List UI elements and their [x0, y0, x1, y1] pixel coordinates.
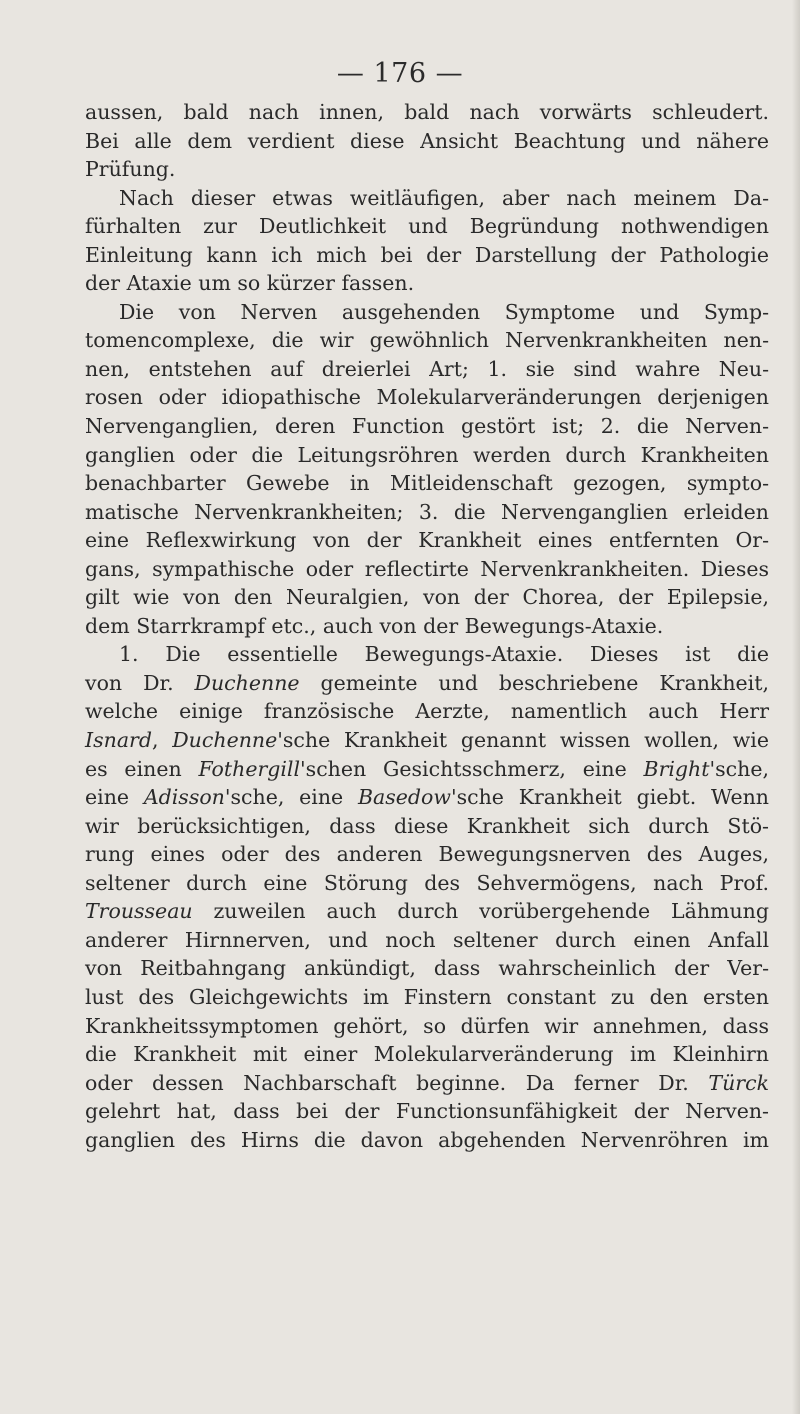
person-name: Duchenne: [172, 728, 278, 753]
person-name: Bright: [643, 756, 710, 781]
person-name: Adisson: [143, 785, 225, 810]
text-segment: 'schen Gesichtsschmerz, eine: [300, 756, 644, 781]
text-line: [85, 1040, 769, 1069]
text-line: [85, 869, 769, 898]
text-line: [85, 241, 769, 270]
person-name: Fothergill: [198, 756, 301, 781]
text-line: [85, 1126, 769, 1155]
text-segment: 1. Die essentielle Bewegungs-Ataxie. Dieses ist die: [119, 642, 769, 667]
text-segment: 'sche Krankheit giebt. Wenn: [450, 785, 769, 810]
text-segment: 'sche Krankheit genannt wissen wollen, wie: [277, 728, 769, 753]
text-segment: eine: [85, 785, 144, 810]
text-line: [85, 298, 769, 327]
person-name: Trousseau: [85, 899, 193, 924]
person-name: Isnard: [85, 728, 152, 753]
text-segment: gilt wie von den Neuralgien, von der Chorea, der Epilepsie,: [85, 585, 769, 610]
text-line: [85, 326, 769, 355]
person-name: Basedow: [357, 785, 451, 810]
text-line: [85, 954, 769, 983]
person-name: Duchenne: [194, 670, 300, 695]
text-segment: Die von Nerven ausgehenden Symptome und Symp-: [119, 299, 769, 324]
text-segment: ,: [151, 728, 173, 753]
text-line: [85, 755, 769, 784]
text-segment: Krankheitssymptomen gehört, so dürfen wir annehmen, dass: [85, 1013, 769, 1038]
text-segment: tomencomplexe, die wir gewöhnlich Nervenkrankheiten nen-: [85, 328, 769, 353]
text-segment: von Dr.: [85, 670, 195, 695]
text-segment: nen, entstehen auf dreierlei Art; 1. sie sind wahre Neu-: [85, 356, 769, 381]
text-line: [85, 840, 769, 869]
text-segment: zuweilen auch durch vorübergehende Lähmung: [192, 899, 769, 924]
text-segment: Nach dieser etwas weitläufigen, aber nach meinem Da-: [119, 185, 769, 210]
text-segment: eine Reflexwirkung von der Krankheit eines entfernten Or-: [85, 528, 769, 553]
text-line: [85, 526, 769, 555]
text-segment: gemeinte und beschriebene Krankheit,: [299, 670, 769, 695]
text-segment: der Ataxie um so kürzer fassen.: [85, 271, 415, 296]
text-segment: ganglien des Hirns die davon abgehenden Nervenröhren im: [85, 1127, 769, 1152]
text-segment: anderer Hirnnerven, und noch seltener durch einen Anfall: [85, 927, 769, 952]
text-line: [85, 1012, 769, 1041]
text-segment: dem Starrkrampf etc., auch von der Bewegungs-Ataxie.: [85, 613, 664, 638]
text-line: [85, 269, 769, 298]
page-edge-shadow: [792, 0, 800, 1414]
text-segment: fürhalten zur Deutlichkeit und Begründung nothwendigen: [85, 214, 769, 239]
text-segment: seltener durch eine Störung des Sehvermögens, nach Prof.: [85, 870, 769, 895]
text-line: [85, 897, 769, 926]
text-segment: die Krankheit mit einer Molekularveränderung im Kleinhirn: [85, 1042, 769, 1067]
text-line: [85, 1097, 769, 1126]
text-segment: benachbarter Gewebe in Mitleidenschaft gezogen, sympto-: [85, 471, 769, 496]
text-line: [85, 583, 769, 612]
text-line: [85, 212, 769, 241]
text-line: [85, 184, 769, 213]
text-line: [85, 926, 769, 955]
text-line: [85, 355, 769, 384]
text-line: [85, 1069, 769, 1098]
text-line: [85, 669, 769, 698]
text-segment: rung eines oder des anderen Bewegungsnerven des Auges,: [85, 842, 769, 867]
text-line: [85, 612, 769, 641]
text-line: [85, 555, 769, 584]
text-segment: gelehrt hat, dass bei der Functionsunfähigkeit der Nerven-: [85, 1099, 769, 1124]
text-segment: welche einige französische Aerzte, namentlich auch Herr: [85, 699, 769, 724]
text-segment: von Reitbahngang ankündigt, dass wahrscheinlich der Ver-: [85, 956, 769, 981]
body-text: [85, 98, 769, 1154]
text-line: [85, 697, 769, 726]
text-segment: Einleitung kann ich mich bei der Darstellung der Pathologie: [85, 242, 769, 267]
text-line: [85, 783, 769, 812]
text-line: [85, 726, 769, 755]
text-line: [85, 98, 769, 127]
text-line: [85, 441, 769, 470]
text-line: [85, 469, 769, 498]
text-segment: ganglien oder die Leitungsröhren werden durch Krankheiten: [85, 442, 769, 467]
text-segment: wir berücksichtigen, dass diese Krankheit sich durch Stö-: [85, 813, 769, 838]
page-number: — 176 —: [336, 58, 464, 89]
text-line: [85, 155, 769, 184]
text-segment: gans, sympathische oder reflectirte Nervenkrankheiten. Dieses: [85, 556, 769, 581]
text-segment: Prüfung.: [85, 157, 176, 182]
text-segment: Nervenganglien, deren Function gestört ist; 2. die Nerven-: [85, 414, 769, 439]
text-segment: aussen, bald nach innen, bald nach vorwärts schleudert.: [85, 100, 769, 124]
text-segment: matische Nervenkrankheiten; 3. die Nervenganglien erleiden: [85, 499, 769, 524]
text-segment: Bei alle dem verdient diese Ansicht Beachtung und nähere: [85, 128, 769, 153]
text-segment: lust des Gleichgewichts im Finstern constant zu den ersten: [85, 984, 769, 1009]
text-segment: rosen oder idiopathische Molekularveränderungen derjenigen: [85, 385, 769, 410]
text-segment: es einen: [85, 756, 199, 781]
text-segment: oder dessen Nachbarschaft beginne. Da ferner Dr.: [85, 1070, 709, 1095]
person-name: Türck: [708, 1070, 769, 1095]
text-line: [85, 383, 769, 412]
text-line: [85, 812, 769, 841]
text-line: [85, 640, 769, 669]
text-line: [85, 498, 769, 527]
text-line: [85, 412, 769, 441]
text-line: [85, 983, 769, 1012]
text-segment: 'sche, eine: [224, 785, 358, 810]
text-segment: 'sche,: [709, 756, 769, 781]
text-line: [85, 127, 769, 156]
